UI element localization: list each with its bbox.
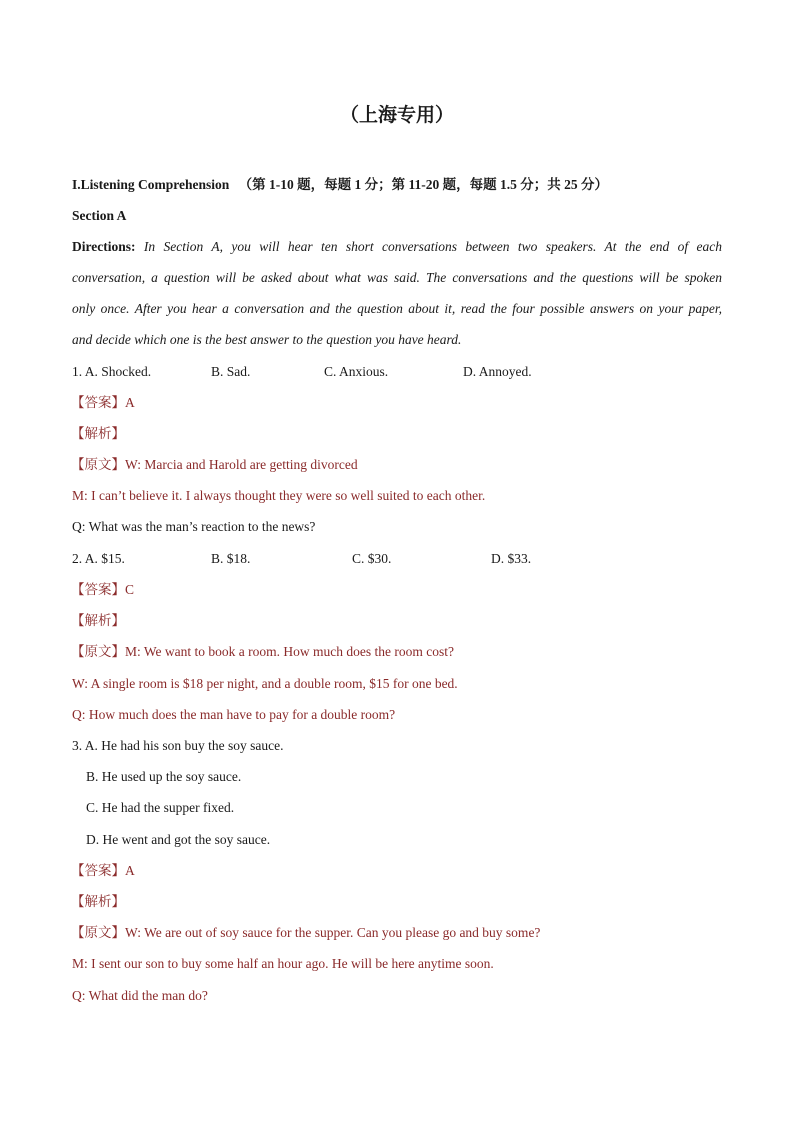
section-heading: I.Listening Comprehension: [72, 177, 230, 192]
directions-text: In Section A, you will hear ten short conversations between two speakers. At the end of each: [143, 239, 722, 254]
page-title: （上海专用）: [339, 105, 454, 126]
section-a-heading: Section A: [72, 208, 127, 223]
option-c: C. Anxious.: [324, 364, 389, 379]
answer-line: [71, 862, 135, 880]
question-1-options: [72, 363, 722, 381]
directions-line-1: [72, 238, 722, 256]
original-label: 【原文】: [71, 644, 125, 659]
analysis-label: 【解析】: [71, 613, 125, 628]
transcript-line: M: I can’t believe it. I always thought they were so well suited to each other.: [72, 488, 486, 503]
transcript-text: M: We want to book a room. How much does the room cost?: [125, 644, 454, 659]
option-b: B. $18.: [211, 551, 251, 566]
option-b: B. He used up the soy sauce.: [86, 769, 242, 784]
original-label: 【原文】: [71, 925, 125, 940]
answer-value: A: [125, 395, 135, 410]
q1-number: 1.: [72, 364, 83, 379]
analysis-label: 【解析】: [71, 426, 125, 441]
directions-label: Directions:: [72, 239, 136, 254]
section-scoring: （第 1-10 题，每题 1 分；第 11-20 题，每题 1.5 分；共 25 分）: [238, 177, 609, 192]
directions-line-3: only once. After you hear a conversation and the question about it, read the four possible answers on your paper,: [72, 301, 722, 316]
analysis-label: 【解析】: [71, 894, 125, 909]
question-3-option-a-line: [72, 737, 283, 755]
option-c: C. $30.: [352, 551, 392, 566]
section-heading-line: [72, 176, 608, 194]
q3-number: 3.: [72, 738, 83, 753]
answer-value: A: [125, 863, 135, 878]
answer-line: [71, 581, 134, 599]
option-d: D. Annoyed.: [463, 364, 532, 379]
directions-line-2: conversation, a question will be asked about what was said. The conversations and the questions will be spoken: [72, 270, 722, 285]
answer-value: C: [125, 582, 135, 597]
directions-line-4: and decide which one is the best answer to the question you have heard.: [72, 332, 462, 347]
question-number: [72, 550, 125, 568]
transcript-line: [71, 924, 540, 942]
transcript-text: W: We are out of soy sauce for the supper. Can you please go and buy some?: [125, 925, 541, 940]
transcript-line: [71, 456, 358, 474]
option-a: A. He had his son buy the soy sauce.: [84, 738, 284, 753]
transcript-text: W: Marcia and Harold are getting divorced: [125, 457, 358, 472]
answer-line: [71, 394, 135, 412]
option-c: C. He had the supper fixed.: [86, 800, 235, 815]
original-label: 【原文】: [71, 457, 125, 472]
transcript-line: M: I sent our son to buy some half an hour ago. He will be here anytime soon.: [72, 956, 494, 971]
transcript-line: [71, 643, 454, 661]
answer-label: 【答案】: [71, 863, 125, 878]
option-d: D. $33.: [491, 551, 532, 566]
answer-label: 【答案】: [71, 582, 125, 597]
transcript-line: W: A single room is $18 per night, and a double room, $15 for one bed.: [72, 676, 458, 691]
option-a: A. Shocked.: [84, 364, 152, 379]
question-2-options: [72, 550, 722, 568]
option-d: D. He went and got the soy sauce.: [86, 832, 271, 847]
transcript-question: Q: What did the man do?: [72, 988, 208, 1003]
question-number: [72, 363, 151, 381]
transcript-question: Q: What was the man’s reaction to the news?: [72, 519, 316, 534]
q2-number: 2.: [72, 551, 83, 566]
option-b: B. Sad.: [211, 364, 251, 379]
option-a: A. $15.: [84, 551, 125, 566]
transcript-question: Q: How much does the man have to pay for a double room?: [72, 707, 396, 722]
answer-label: 【答案】: [71, 395, 125, 410]
